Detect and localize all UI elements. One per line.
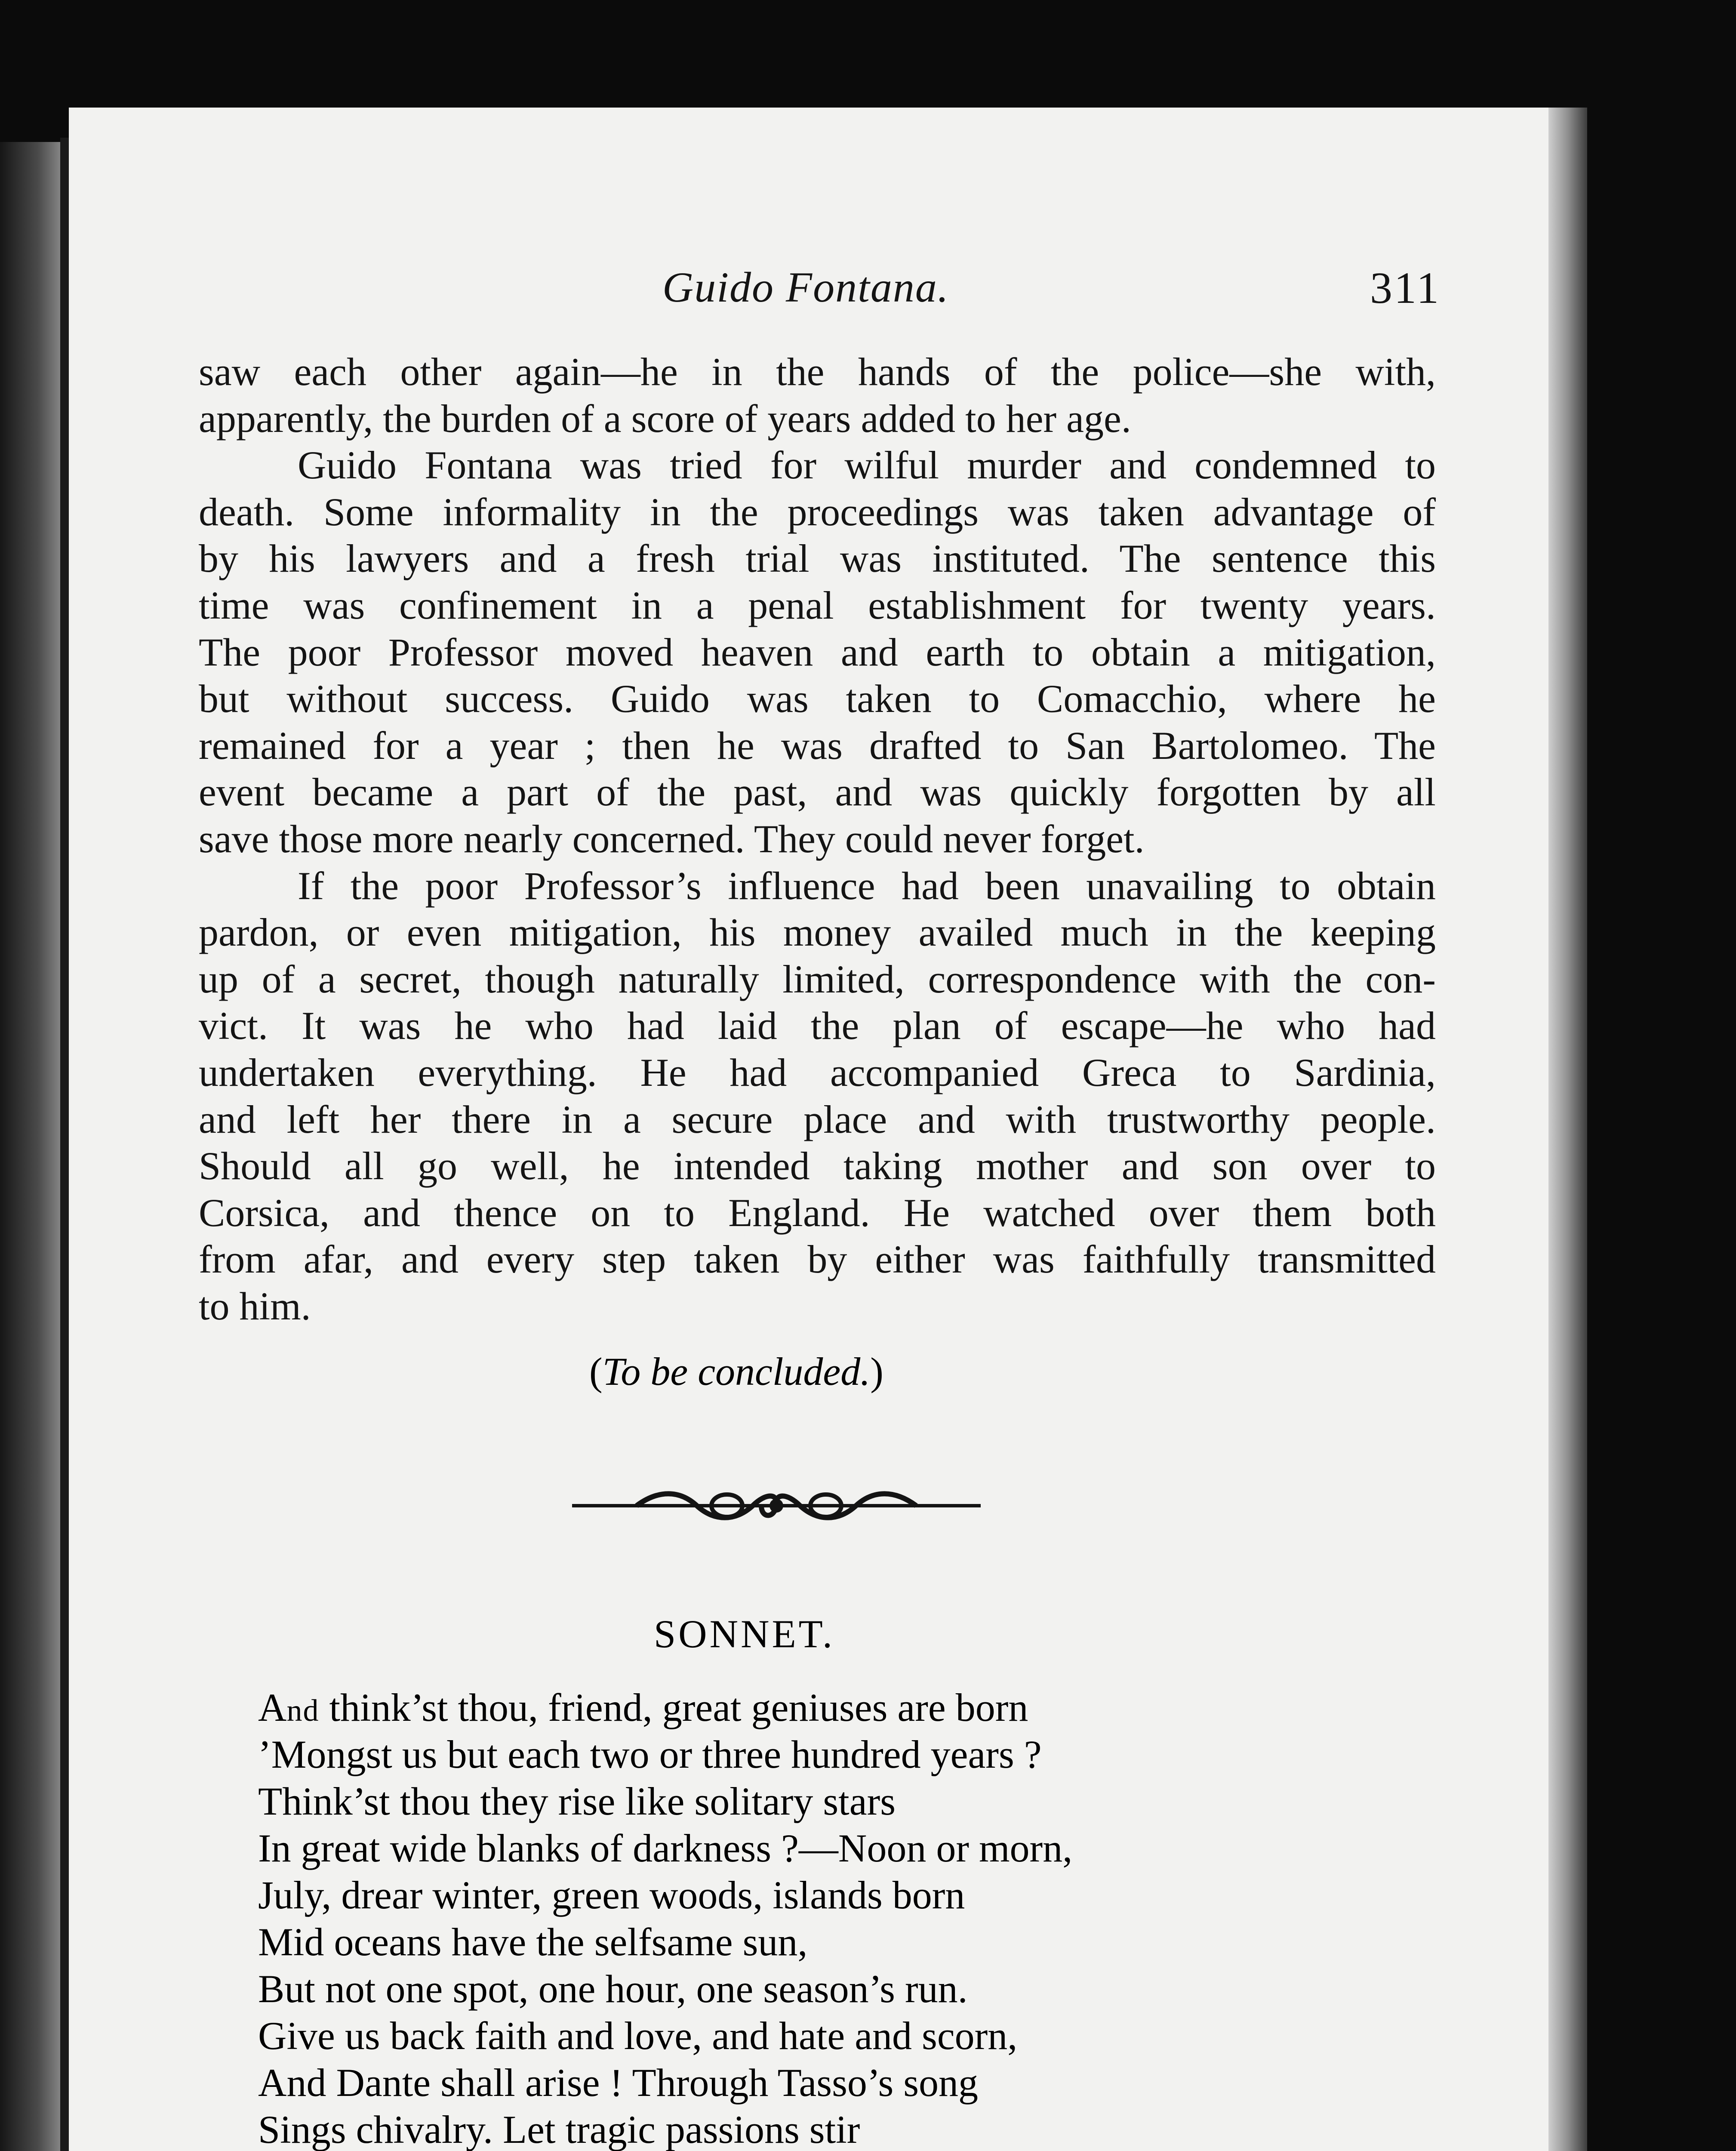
sonnet-poem bbox=[258, 1684, 1159, 2151]
page-stack-edge bbox=[1548, 108, 1587, 2151]
text-line: time was confinement in a penal establishment for twenty years. bbox=[199, 583, 1436, 627]
story-text bbox=[199, 348, 1436, 1329]
text-line: but without success. Guido was taken to Comacchio, where he bbox=[199, 677, 1436, 721]
poem-line: Sings chivalry. Let tragic passions stir bbox=[258, 2108, 860, 2151]
text-line: save those more nearly concerned. They could never forget. bbox=[199, 817, 1145, 861]
text-line: Corsica, and thence on to England. He watched over them both bbox=[199, 1190, 1436, 1235]
text-line: by his lawyers and a fresh trial was instituted. The sentence this bbox=[199, 536, 1436, 581]
poem-line: And Dante shall arise ! Through Tasso’s song bbox=[258, 2061, 979, 2105]
poem-line: July, drear winter, green woods, islands born bbox=[258, 1873, 965, 1917]
page-number: 311 bbox=[1370, 263, 1441, 313]
text-line: Should all go well, he intended taking mother and son over to bbox=[199, 1144, 1436, 1188]
text-line: remained for a year ; then he was drafted to San Bartolomeo. The bbox=[199, 723, 1436, 767]
decorative-divider bbox=[572, 1486, 981, 1525]
text-line: saw each other again—he in the hands of the police—she with, bbox=[199, 350, 1436, 394]
to-be-concluded-note: (To be concluded.) bbox=[589, 1350, 883, 1393]
text-line: apparently, the burden of a score of years added to her age. bbox=[199, 396, 1131, 441]
poem-line: Mid oceans have the selfsame sun, bbox=[258, 1920, 808, 1964]
running-title: Guido Fontana. bbox=[662, 263, 949, 311]
poem-line: And think’st thou, friend, great geniuses are born bbox=[258, 1686, 1028, 1729]
text-line: up of a secret, though naturally limited, correspondence with the con- bbox=[199, 957, 1436, 1001]
text-line: vict. It was he who had laid the plan of escape—he who had bbox=[199, 1004, 1436, 1048]
poem-line: Think’st thou they rise like solitary stars bbox=[258, 1779, 896, 1823]
text-line: event became a part of the past, and was quickly forgotten by all bbox=[199, 770, 1436, 814]
text-line: from afar, and every step taken by either was faithfully transmitted bbox=[199, 1237, 1436, 1282]
text-line: If the poor Professor’s influence had been unavailing to obtain bbox=[298, 863, 1436, 908]
text-line: undertaken everything. He had accompanied Greca to Sardinia, bbox=[199, 1050, 1436, 1094]
text-line: Guido Fontana was tried for wilful murder and condemned to bbox=[298, 443, 1436, 487]
poem-line: In great wide blanks of darkness ?—Noon or morn, bbox=[258, 1826, 1073, 1870]
poem-line: ’Mongst us but each two or three hundred years ? bbox=[258, 1732, 1042, 1776]
poem-line: But not one spot, one hour, one season’s run. bbox=[258, 1967, 968, 2011]
text-line: and left her there in a secure place and with trustworthy people. bbox=[199, 1097, 1436, 1141]
sonnet-title: SONNET. bbox=[654, 1612, 835, 1656]
text-line: The poor Professor moved heaven and earth to obtain a mitigation, bbox=[199, 630, 1436, 674]
facing-page-edge bbox=[0, 142, 69, 2151]
poem-line: Give us back faith and love, and hate and scorn, bbox=[258, 2014, 1018, 2058]
text-line: to him. bbox=[199, 1284, 311, 1328]
to-be-concluded-text: To be concluded. bbox=[602, 1350, 871, 1393]
text-line: pardon, or even mitigation, his money availed much in the keeping bbox=[199, 910, 1436, 955]
text-line: death. Some informality in the proceedings was taken advantage of bbox=[199, 490, 1436, 534]
